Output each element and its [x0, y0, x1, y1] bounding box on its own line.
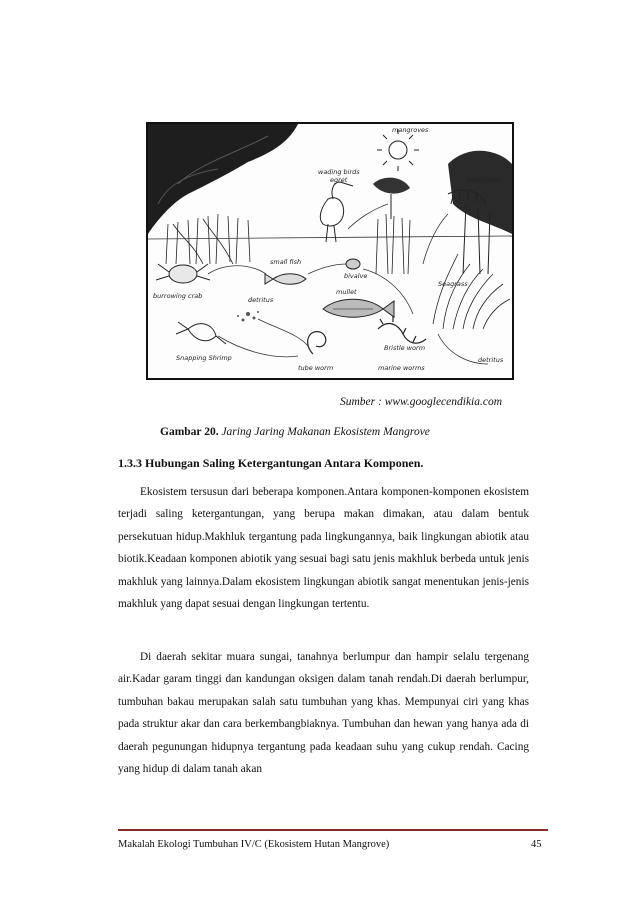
figure-source: Sumber : www.googlecendikia.com	[340, 396, 503, 408]
label-seagrass: Seagrass	[438, 280, 468, 288]
paragraph-1	[118, 481, 529, 615]
seagrass-icon	[433, 254, 510, 329]
label-burrowing-crab: burrowing crab	[153, 292, 203, 300]
label-mullet: mullet	[336, 288, 357, 296]
bristle-worm-icon	[378, 316, 426, 343]
label-marine-worms: marine worms	[378, 364, 425, 372]
food-web-illustration	[148, 124, 512, 378]
sun-icon	[377, 129, 419, 171]
bivalve-icon	[346, 259, 360, 269]
footer-title: Makalah Ekologi Tumbuhan IV/C (Ekosistem Hutan Mangrove)	[118, 839, 390, 850]
burrowing-crab-icon	[156, 264, 210, 283]
label-small-fish: small fish	[270, 258, 302, 266]
label-detritus-2: detritus	[478, 356, 504, 364]
snapping-shrimp-icon	[176, 322, 226, 344]
tube-worm-icon	[308, 332, 326, 354]
mullet-icon	[323, 299, 394, 317]
detritus-icon	[237, 311, 259, 322]
caption-label: Gambar 20.	[160, 426, 219, 438]
label-snapping-shrimp: Snapping Shrimp	[176, 354, 232, 362]
label-wading-birds: wading birds	[318, 168, 360, 176]
label-amphipod: amphipod	[466, 176, 499, 184]
caption-text: Jaring Jaring Makanan Ekosistem Mangrove	[221, 426, 430, 438]
label-bivalve: bivalve	[344, 272, 368, 280]
label-egret: egret	[330, 176, 348, 184]
paragraph-2	[118, 646, 529, 780]
label-bristle-worm: Bristle worm	[384, 344, 426, 352]
mangrove-food-web-figure	[146, 122, 514, 380]
footer-rule	[118, 829, 548, 831]
water-line	[148, 236, 512, 239]
section-heading: 1.3.3 Hubungan Saling Ketergantungan Antara Komponen.	[118, 456, 424, 470]
figure-caption	[160, 426, 430, 438]
label-detritus: detritus	[248, 296, 274, 304]
label-mangroves: mangroves	[392, 126, 429, 134]
egret-icon	[320, 182, 353, 242]
small-fish-icon	[265, 274, 306, 285]
mangrove-canopy	[148, 124, 298, 234]
mangrove-tree-mid	[373, 178, 410, 219]
paragraph-1-text: Ekosistem tersusun dari beberapa komponen.Antara komponen-komponen ekosistem terjadi saling ketergantungan, yang berupa makan dimakan, atau dalam bentuk persekutuan hidup.Makhluk tergantung pada lingkungannya, baik lingkungan abiotik atau biotik.Keadaan komponen abiotik yang sesuai bagi satu jenis makhluk berbeda untuk jenis makhluk yang lainnya.Dalam ekosistem lingkungan abiotik sangat menentukan jenis-jenis makhluk yang dapat sesuai dengan lingkungan tertentu.	[118, 486, 529, 611]
paragraph-2-text: Di daerah sekitar muara sungai, tanahnya berlumpur dan hampir selalu tergenang air.Kadar garam tinggi dan kandungan oksigen dalam tanah rendah.Di daerah berlumpur, tumbuhan bakau merupakan salah satu tumbuhan yang khas. Mempunyai ciri yang khas pada struktur akar dan cara berkembangbiaknya. Tumbuhan dan hewan yang hanya ada di daerah pegunungan hidupnya tergantung pada keadaan suhu yang cukup rendah. Cacing yang hidup di dalam tanah akan	[118, 651, 529, 776]
page-number: 45	[531, 839, 542, 850]
label-tube-worm: tube worm	[298, 364, 334, 372]
